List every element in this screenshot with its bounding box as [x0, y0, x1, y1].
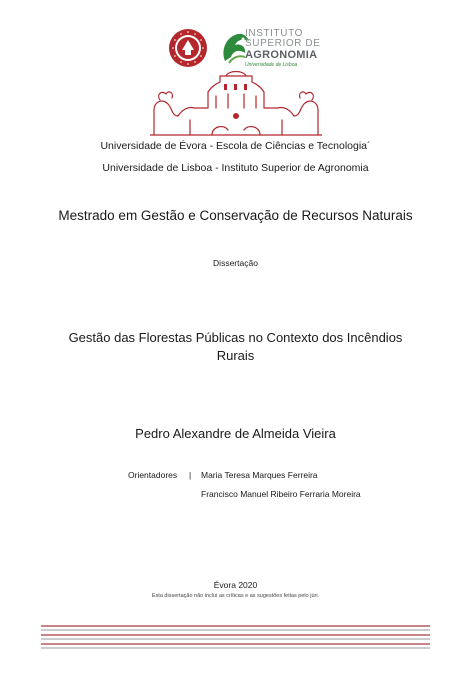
isa-line3: AGRONOMIA: [245, 49, 318, 61]
document-type: Dissertação: [213, 258, 258, 268]
advisors-separator: |: [189, 470, 192, 480]
building-illustration: [150, 70, 322, 136]
program-name: Mestrado em Gestão e Conservação de Recursos Naturais: [58, 208, 413, 223]
jury-note: Esta dissertação não inclui as críticas e as sugestões feitas pelo júri.: [151, 593, 320, 599]
isa-line2: SUPERIOR DE: [245, 38, 321, 49]
university-line-1: Universidade de Évora - Escola de Ciências e Tecnologia´: [100, 140, 371, 152]
thesis-title-line2: Rurais: [216, 348, 255, 363]
thesis-title: [0, 329, 471, 365]
isa-wordmark: [245, 29, 345, 68]
isa-line4: Universidade de Lisboa: [245, 62, 298, 68]
thesis-title-line1: Gestão das Florestas Públicas no Contexto dos Incêndios: [68, 330, 403, 345]
author-name: Pedro Alexandre de Almeida Vieira: [135, 426, 336, 441]
advisor-name-1: Maria Teresa Marques Ferreira: [201, 470, 318, 480]
place-year: Évora 2020: [213, 580, 258, 590]
advisors-label: Orientadores: [128, 470, 178, 480]
decorative-footer-lines: [41, 625, 430, 650]
university-line-2: Universidade de Lisboa - Instituto Superior de Agronomia: [102, 162, 369, 174]
isa-line1: INSTITUTO: [245, 28, 303, 39]
universidade-evora-logo: [168, 28, 208, 68]
advisor-name-2: Francisco Manuel Ribeiro Ferraria Moreira: [201, 489, 361, 499]
